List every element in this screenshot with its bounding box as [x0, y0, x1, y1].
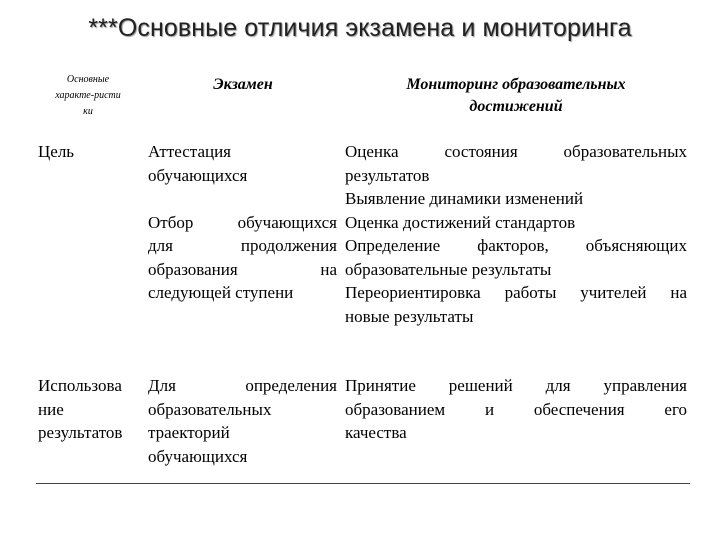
monitoring-goal-line: Выявление динамики изменений	[345, 189, 584, 208]
header-monitoring-line: Мониторинг образовательных	[406, 76, 626, 93]
exam-goal-line: Отбор обучающихся	[148, 212, 337, 232]
exam-goal-cell	[148, 140, 337, 305]
monitoring-usage-cell	[345, 374, 687, 445]
monitoring-goal-line: Переориентировка работы учителей на	[345, 283, 687, 302]
row-label-usage-line: Использова	[38, 376, 122, 395]
monitoring-goal-line: Оценка состояния образовательных	[345, 142, 687, 161]
header-characteristics-line: Основные	[66, 74, 110, 85]
slide-title: ***Основные отличия экзамена и мониторинга	[88, 14, 632, 42]
exam-goal-line	[148, 187, 337, 211]
monitoring-goal-line: новые результаты	[345, 306, 474, 326]
row-label-usage-line: результатов	[38, 423, 123, 442]
table-bottom-rule	[36, 483, 690, 484]
monitoring-usage-line: качества	[345, 423, 407, 442]
row-label-goal: Цель	[38, 142, 75, 161]
exam-goal-line: следующей ступени	[148, 283, 294, 302]
monitoring-usage-line: образованием и обеспечения его	[345, 399, 687, 419]
exam-goal-line: для продолжения	[148, 236, 337, 255]
monitoring-goal-line: результатов	[345, 165, 430, 185]
header-characteristics-line: ки	[83, 106, 93, 117]
exam-usage-cell	[148, 374, 337, 468]
monitoring-usage-line: Принятие решений для управления	[345, 376, 687, 395]
exam-goal-line: Аттестация	[148, 142, 231, 161]
header-exam: Экзамен	[213, 76, 273, 93]
monitoring-goal-line: Определение факторов, объясняющих	[345, 236, 687, 255]
monitoring-goal-line: образовательные результаты	[345, 259, 552, 279]
header-monitoring	[345, 74, 687, 118]
exam-goal-line: образования на	[148, 259, 337, 279]
exam-usage-line: траекторий	[148, 423, 230, 442]
row-label-usage-line: ние	[38, 399, 64, 419]
monitoring-goal-cell	[345, 140, 687, 328]
exam-usage-line: образовательных	[148, 399, 272, 419]
header-monitoring-line: достижений	[469, 98, 563, 115]
monitoring-goal-line: Оценка достижений стандартов	[345, 212, 576, 232]
exam-usage-line: Для определения	[148, 376, 337, 395]
header-characteristics	[34, 72, 142, 120]
exam-usage-line: обучающихся	[148, 446, 248, 466]
exam-goal-line: обучающихся	[148, 165, 248, 185]
header-characteristics-line: характе-ристи	[55, 90, 121, 101]
row-label-usage	[38, 374, 142, 445]
